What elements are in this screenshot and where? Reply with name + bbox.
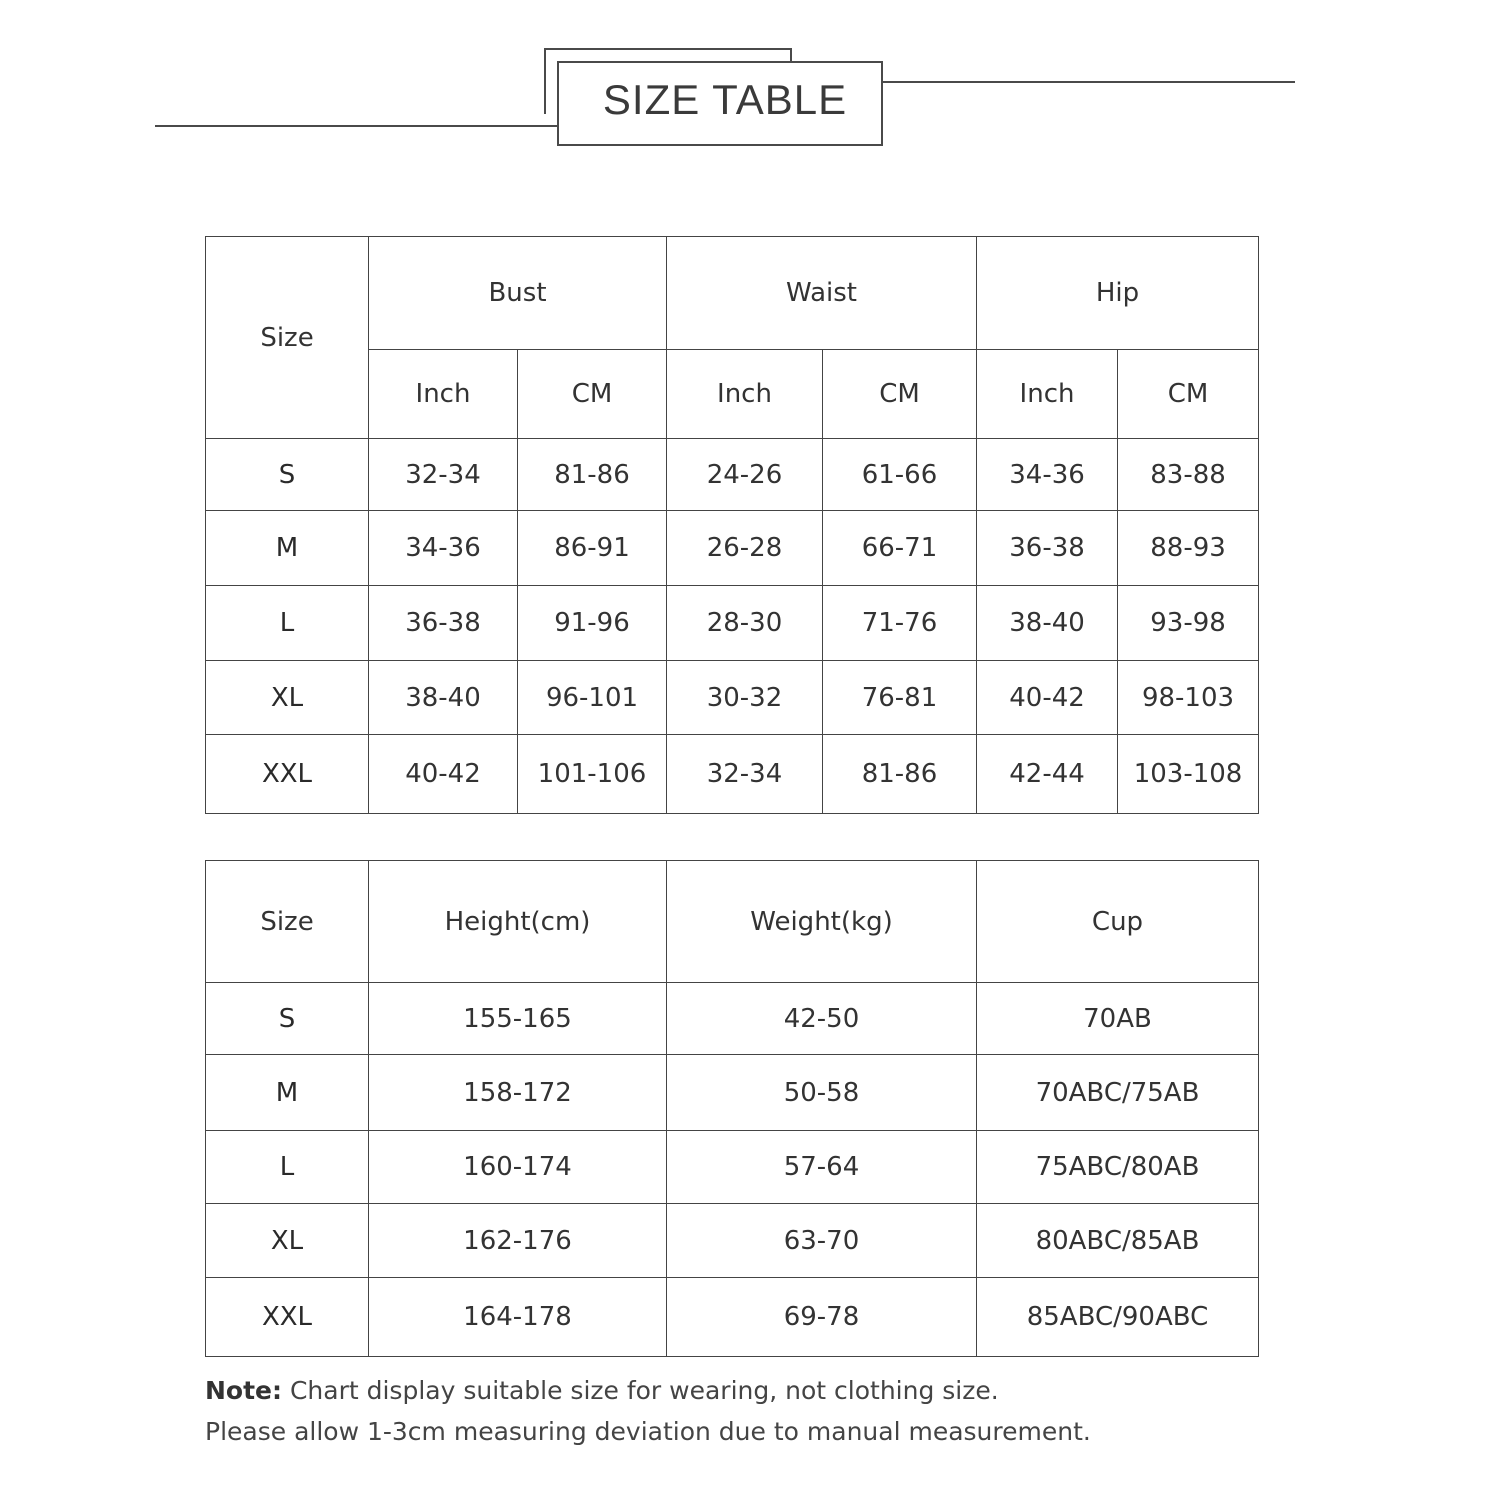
value-cell: 26-28	[667, 511, 823, 586]
size-cell: L	[206, 586, 369, 661]
unit-header: CM	[518, 350, 667, 439]
size-cell: XXL	[206, 1278, 369, 1357]
value-cell: 98-103	[1118, 661, 1259, 735]
table-row	[206, 439, 1259, 511]
value-cell: 38-40	[369, 661, 518, 735]
table-row	[206, 983, 1259, 1055]
value-cell: 66-71	[823, 511, 977, 586]
value-cell: 38-40	[977, 586, 1118, 661]
size-cell: S	[206, 439, 369, 511]
size-cell: L	[206, 1131, 369, 1204]
value-cell: 81-86	[518, 439, 667, 511]
size-cell: XL	[206, 1204, 369, 1278]
value-cell: 75ABC/80AB	[977, 1131, 1259, 1204]
value-cell: 34-36	[369, 511, 518, 586]
value-cell: 42-50	[667, 983, 977, 1055]
cup-header: Cup	[977, 861, 1259, 983]
table-row	[206, 586, 1259, 661]
value-cell: 158-172	[369, 1055, 667, 1131]
value-cell: 24-26	[667, 439, 823, 511]
value-cell: 32-34	[667, 735, 823, 814]
value-cell: 85ABC/90ABC	[977, 1278, 1259, 1357]
page-title: SIZE TABLE	[602, 76, 848, 123]
value-cell: 70AB	[977, 983, 1259, 1055]
value-cell: 101-106	[518, 735, 667, 814]
value-cell: 71-76	[823, 586, 977, 661]
value-cell: 61-66	[823, 439, 977, 511]
note-line-1	[205, 1370, 1305, 1411]
unit-header: CM	[823, 350, 977, 439]
note-text-1: Chart display suitable size for wearing, not clothing size.	[289, 1376, 999, 1405]
value-cell: 76-81	[823, 661, 977, 735]
notes	[205, 1370, 1305, 1452]
table-row	[206, 511, 1259, 586]
table-row	[206, 1131, 1259, 1204]
weight-header: Weight(kg)	[667, 861, 977, 983]
value-cell: 42-44	[977, 735, 1118, 814]
size-cell: M	[206, 1055, 369, 1131]
header-rule-left	[155, 125, 603, 127]
header-rule-right	[845, 81, 1295, 83]
note-text-2: Please allow 1-3cm measuring deviation due to manual measurement.	[205, 1417, 1091, 1446]
value-cell: 103-108	[1118, 735, 1259, 814]
value-cell: 81-86	[823, 735, 977, 814]
table-row	[206, 735, 1259, 814]
value-cell: 80ABC/85AB	[977, 1204, 1259, 1278]
size-header: Size	[206, 861, 369, 983]
size-cell: XXL	[206, 735, 369, 814]
measurement-table	[205, 236, 1259, 814]
value-cell: 88-93	[1118, 511, 1259, 586]
fit-table	[205, 860, 1259, 1357]
unit-header: Inch	[667, 350, 823, 439]
size-cell: XL	[206, 661, 369, 735]
size-cell: M	[206, 511, 369, 586]
value-cell: 36-38	[977, 511, 1118, 586]
bust-header: Bust	[369, 237, 667, 350]
value-cell: 40-42	[369, 735, 518, 814]
value-cell: 155-165	[369, 983, 667, 1055]
value-cell: 70ABC/75AB	[977, 1055, 1259, 1131]
table-row	[206, 1278, 1259, 1357]
value-cell: 28-30	[667, 586, 823, 661]
unit-header: CM	[1118, 350, 1259, 439]
value-cell: 86-91	[518, 511, 667, 586]
table-row	[206, 661, 1259, 735]
size-cell: S	[206, 983, 369, 1055]
size-header: Size	[206, 237, 369, 439]
value-cell: 50-58	[667, 1055, 977, 1131]
value-cell: 63-70	[667, 1204, 977, 1278]
value-cell: 164-178	[369, 1278, 667, 1357]
unit-header: Inch	[369, 350, 518, 439]
table-row	[206, 1204, 1259, 1278]
height-header: Height(cm)	[369, 861, 667, 983]
value-cell: 83-88	[1118, 439, 1259, 511]
waist-header: Waist	[667, 237, 977, 350]
value-cell: 162-176	[369, 1204, 667, 1278]
hip-header: Hip	[977, 237, 1259, 350]
value-cell: 96-101	[518, 661, 667, 735]
value-cell: 40-42	[977, 661, 1118, 735]
table-row	[206, 1055, 1259, 1131]
value-cell: 91-96	[518, 586, 667, 661]
value-cell: 34-36	[977, 439, 1118, 511]
unit-header: Inch	[977, 350, 1118, 439]
value-cell: 30-32	[667, 661, 823, 735]
value-cell: 57-64	[667, 1131, 977, 1204]
value-cell: 160-174	[369, 1131, 667, 1204]
note-label: Note:	[205, 1376, 283, 1405]
value-cell: 69-78	[667, 1278, 977, 1357]
value-cell: 93-98	[1118, 586, 1259, 661]
value-cell: 36-38	[369, 586, 518, 661]
value-cell: 32-34	[369, 439, 518, 511]
